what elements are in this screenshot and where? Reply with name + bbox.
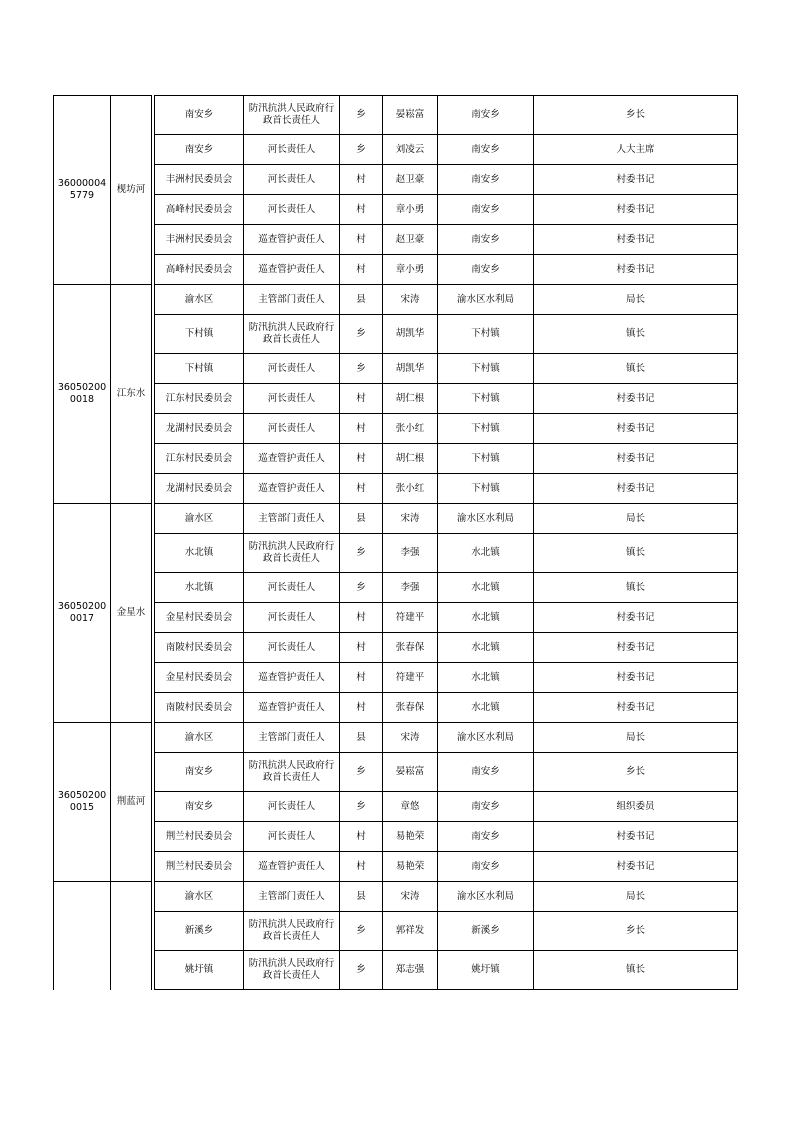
org-cell: 南安乡 [438,852,534,882]
table-row [54,603,738,633]
unit-cell: 南安乡 [155,135,244,165]
role-cell: 河长责任人 [244,384,340,414]
unit-cell: 南陂村民委员会 [155,633,244,663]
table-row [54,195,738,225]
name-cell: 张春保 [383,633,438,663]
title-cell: 村委书记 [534,195,738,225]
level-cell: 村 [340,225,383,255]
level-cell: 村 [340,414,383,444]
name-cell: 符建平 [383,663,438,693]
name-cell: 章小勇 [383,255,438,285]
name-cell: 胡仁根 [383,384,438,414]
unit-cell: 金星村民委员会 [155,603,244,633]
org-cell: 南安乡 [438,255,534,285]
name-cell: 章小勇 [383,195,438,225]
org-cell: 水北镇 [438,534,534,573]
name-cell: 胡仁根 [383,444,438,474]
role-cell: 河长责任人 [244,633,340,663]
unit-cell: 江东村民委员会 [155,384,244,414]
org-cell: 南安乡 [438,792,534,822]
table-row [54,165,738,195]
unit-cell: 下村镇 [155,315,244,354]
unit-cell: 南安乡 [155,753,244,792]
title-cell: 局长 [534,504,738,534]
level-cell: 乡 [340,753,383,792]
table-row [54,912,738,951]
river-name-cell: 荆蓝河 [111,723,152,882]
unit-cell: 渝水区 [155,882,244,912]
unit-cell: 渝水区 [155,723,244,753]
unit-cell: 渝水区 [155,285,244,315]
level-cell: 乡 [340,951,383,990]
title-cell: 村委书记 [534,663,738,693]
role-cell: 巡查管护责任人 [244,225,340,255]
level-cell: 县 [340,504,383,534]
unit-cell: 荆兰村民委员会 [155,852,244,882]
name-cell: 易艳荣 [383,822,438,852]
unit-cell: 荆兰村民委员会 [155,822,244,852]
table-row [54,573,738,603]
name-cell: 晏崧富 [383,96,438,135]
role-cell: 防汛抗洪人民政府行政首长责任人 [244,96,340,135]
river-code-cell [54,882,111,990]
role-cell: 河长责任人 [244,165,340,195]
unit-cell: 丰洲村民委员会 [155,165,244,195]
title-cell: 村委书记 [534,384,738,414]
name-cell: 赵卫豪 [383,165,438,195]
table-row [54,852,738,882]
title-cell: 村委书记 [534,414,738,444]
table-row [54,822,738,852]
org-cell: 渝水区水利局 [438,882,534,912]
name-cell: 张小红 [383,414,438,444]
title-cell: 村委书记 [534,474,738,504]
table-row [54,225,738,255]
level-cell: 乡 [340,792,383,822]
org-cell: 渝水区水利局 [438,504,534,534]
role-cell: 河长责任人 [244,603,340,633]
table-row [54,315,738,354]
org-cell: 南安乡 [438,195,534,225]
role-cell: 巡查管护责任人 [244,255,340,285]
org-cell: 下村镇 [438,474,534,504]
role-cell: 防汛抗洪人民政府行政首长责任人 [244,912,340,951]
title-cell: 镇长 [534,951,738,990]
table-row [54,444,738,474]
table-row [54,474,738,504]
table-row [54,504,738,534]
org-cell: 南安乡 [438,165,534,195]
level-cell: 村 [340,165,383,195]
org-cell: 南安乡 [438,96,534,135]
role-cell: 河长责任人 [244,354,340,384]
role-cell: 河长责任人 [244,573,340,603]
unit-cell: 丰洲村民委员会 [155,225,244,255]
table-row [54,723,738,753]
org-cell: 水北镇 [438,603,534,633]
name-cell: 郑志强 [383,951,438,990]
org-cell: 下村镇 [438,414,534,444]
role-cell: 巡查管护责任人 [244,474,340,504]
title-cell: 局长 [534,882,738,912]
org-cell: 下村镇 [438,354,534,384]
title-cell: 村委书记 [534,633,738,663]
name-cell: 张小红 [383,474,438,504]
role-cell: 河长责任人 [244,822,340,852]
name-cell: 刘凌云 [383,135,438,165]
unit-cell: 水北镇 [155,573,244,603]
name-cell: 宋涛 [383,882,438,912]
role-cell: 河长责任人 [244,195,340,225]
title-cell: 乡长 [534,96,738,135]
table-row [54,693,738,723]
river-code-cell: 360502000018 [54,285,111,504]
org-cell: 下村镇 [438,315,534,354]
table-row [54,633,738,663]
title-cell: 村委书记 [534,822,738,852]
title-cell: 村委书记 [534,255,738,285]
table-row [54,792,738,822]
org-cell: 南安乡 [438,225,534,255]
river-code-cell: 360502000017 [54,504,111,723]
table-body [54,96,738,990]
table-row [54,384,738,414]
unit-cell: 南安乡 [155,792,244,822]
level-cell: 乡 [340,135,383,165]
table-row [54,663,738,693]
level-cell: 乡 [340,573,383,603]
name-cell: 胡凯华 [383,354,438,384]
unit-cell: 南安乡 [155,96,244,135]
title-cell: 局长 [534,285,738,315]
title-cell: 村委书记 [534,603,738,633]
org-cell: 渝水区水利局 [438,723,534,753]
title-cell: 村委书记 [534,225,738,255]
org-cell: 南安乡 [438,822,534,852]
title-cell: 镇长 [534,354,738,384]
role-cell: 河长责任人 [244,135,340,165]
role-cell: 巡查管护责任人 [244,444,340,474]
unit-cell: 高峰村民委员会 [155,195,244,225]
name-cell: 宋涛 [383,504,438,534]
role-cell: 主管部门责任人 [244,285,340,315]
org-cell: 水北镇 [438,633,534,663]
title-cell: 村委书记 [534,444,738,474]
role-cell: 巡查管护责任人 [244,693,340,723]
level-cell: 乡 [340,534,383,573]
level-cell: 村 [340,444,383,474]
name-cell: 宋涛 [383,723,438,753]
river-name-cell [111,882,152,990]
name-cell: 宋涛 [383,285,438,315]
name-cell: 李强 [383,534,438,573]
table-row [54,285,738,315]
level-cell: 村 [340,255,383,285]
title-cell: 局长 [534,723,738,753]
title-cell: 镇长 [534,315,738,354]
unit-cell: 龙湖村民委员会 [155,414,244,444]
name-cell: 李强 [383,573,438,603]
level-cell: 县 [340,285,383,315]
river-name-cell: 江东水 [111,285,152,504]
responsibility-table [53,95,738,990]
unit-cell: 姚圩镇 [155,951,244,990]
name-cell: 张春保 [383,693,438,723]
org-cell: 水北镇 [438,663,534,693]
role-cell: 防汛抗洪人民政府行政首长责任人 [244,951,340,990]
table-row [54,753,738,792]
level-cell: 乡 [340,315,383,354]
role-cell: 巡查管护责任人 [244,852,340,882]
org-cell: 渝水区水利局 [438,285,534,315]
org-cell: 姚圩镇 [438,951,534,990]
org-cell: 水北镇 [438,693,534,723]
org-cell: 水北镇 [438,573,534,603]
title-cell: 人大主席 [534,135,738,165]
river-code-cell: 360502000015 [54,723,111,882]
role-cell: 河长责任人 [244,792,340,822]
role-cell: 防汛抗洪人民政府行政首长责任人 [244,753,340,792]
unit-cell: 江东村民委员会 [155,444,244,474]
title-cell: 乡长 [534,912,738,951]
level-cell: 县 [340,882,383,912]
org-cell: 南安乡 [438,135,534,165]
org-cell: 下村镇 [438,444,534,474]
name-cell: 晏崧富 [383,753,438,792]
table-row [54,534,738,573]
unit-cell: 高峰村民委员会 [155,255,244,285]
role-cell: 主管部门责任人 [244,504,340,534]
role-cell: 防汛抗洪人民政府行政首长责任人 [244,534,340,573]
role-cell: 巡查管护责任人 [244,663,340,693]
level-cell: 村 [340,852,383,882]
level-cell: 村 [340,384,383,414]
river-name-cell: 枧坊河 [111,96,152,285]
name-cell: 赵卫豪 [383,225,438,255]
unit-cell: 新溪乡 [155,912,244,951]
level-cell: 村 [340,603,383,633]
role-cell: 主管部门责任人 [244,723,340,753]
unit-cell: 南陂村民委员会 [155,693,244,723]
table-row [54,354,738,384]
unit-cell: 水北镇 [155,534,244,573]
river-name-cell: 金星水 [111,504,152,723]
unit-cell: 下村镇 [155,354,244,384]
title-cell: 组织委员 [534,792,738,822]
level-cell: 村 [340,633,383,663]
table-row [54,882,738,912]
level-cell: 乡 [340,354,383,384]
role-cell: 河长责任人 [244,414,340,444]
table-row [54,255,738,285]
table-row [54,135,738,165]
title-cell: 镇长 [534,573,738,603]
title-cell: 村委书记 [534,693,738,723]
title-cell: 乡长 [534,753,738,792]
river-code-cell: 360000045779 [54,96,111,285]
title-cell: 村委书记 [534,165,738,195]
table-row [54,96,738,135]
table-row [54,951,738,990]
org-cell: 下村镇 [438,384,534,414]
unit-cell: 渝水区 [155,504,244,534]
title-cell: 镇长 [534,534,738,573]
role-cell: 主管部门责任人 [244,882,340,912]
name-cell: 章悠 [383,792,438,822]
level-cell: 乡 [340,912,383,951]
org-cell: 南安乡 [438,753,534,792]
level-cell: 村 [340,195,383,225]
role-cell: 防汛抗洪人民政府行政首长责任人 [244,315,340,354]
name-cell: 郭祥发 [383,912,438,951]
level-cell: 县 [340,723,383,753]
level-cell: 村 [340,474,383,504]
table-row [54,414,738,444]
name-cell: 胡凯华 [383,315,438,354]
unit-cell: 金星村民委员会 [155,663,244,693]
name-cell: 易艳荣 [383,852,438,882]
level-cell: 乡 [340,96,383,135]
level-cell: 村 [340,822,383,852]
level-cell: 村 [340,693,383,723]
name-cell: 符建平 [383,603,438,633]
unit-cell: 龙湖村民委员会 [155,474,244,504]
org-cell: 新溪乡 [438,912,534,951]
level-cell: 村 [340,663,383,693]
title-cell: 村委书记 [534,852,738,882]
